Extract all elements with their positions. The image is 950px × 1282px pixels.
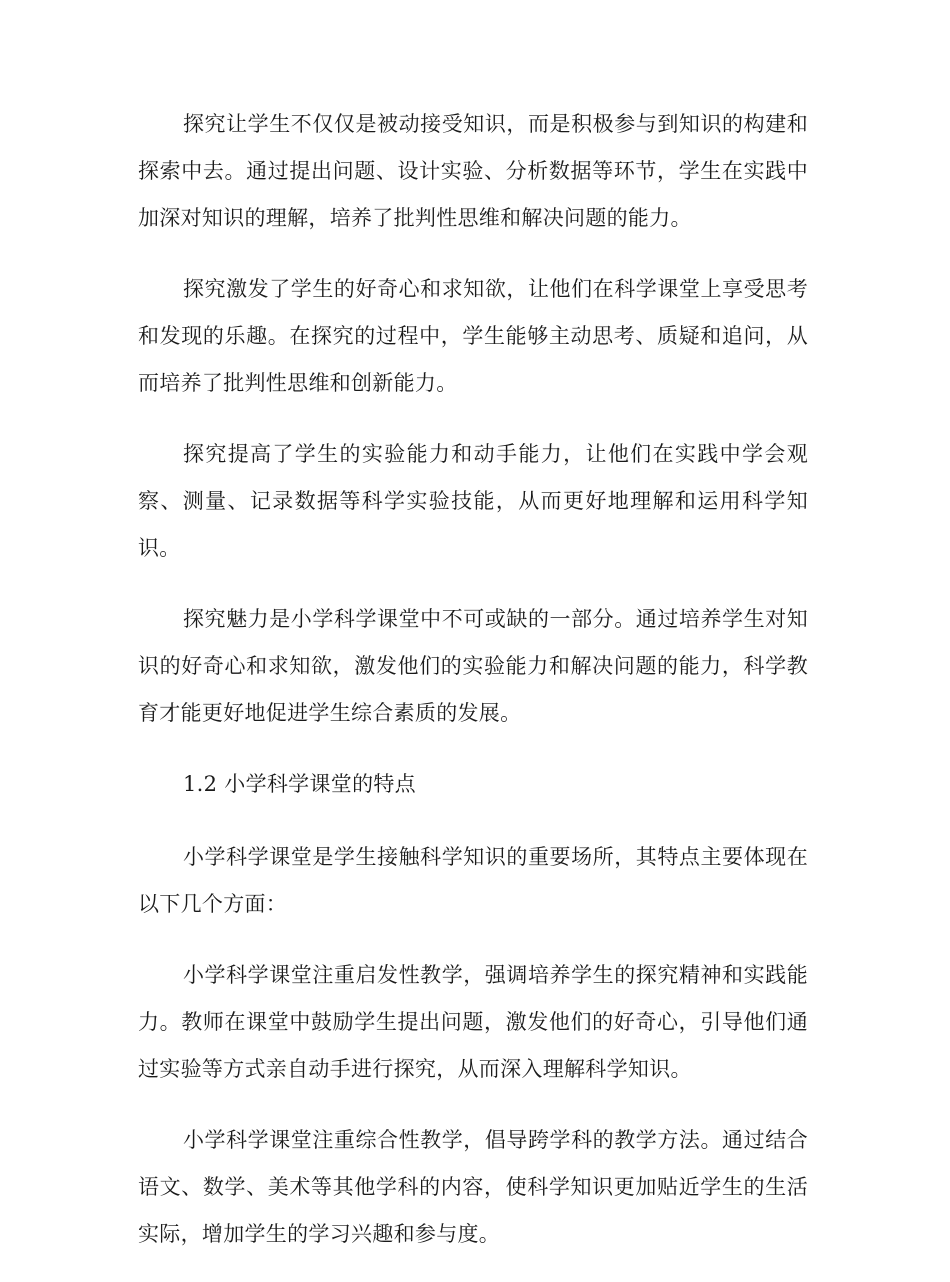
paragraph-inquiry-experiment-skills: 探究提高了学生的实验能力和动手能力，让他们在实践中学会观察、测量、记录数据等科学实验技能，从而更好地理解和运用科学知识。 [138, 442, 808, 560]
paragraph-inquiry-participation: 探究让学生不仅仅是被动接受知识，而是积极参与到知识的构建和探索中去。通过提出问题、设计实验、分析数据等环节，学生在实践中加深对知识的理解，培养了批判性思维和解决问题的能力。 [138, 112, 808, 230]
paragraph-integrated-teaching: 小学科学课堂注重综合性教学，倡导跨学科的教学方法。通过结合语文、数学、美术等其他学科的内容，使科学知识更加贴近学生的生活实际，增加学生的学习兴趣和参与度。 [138, 1128, 808, 1246]
paragraph-inquiry-summary: 探究魅力是小学科学课堂中不可或缺的一部分。通过培养学生对知识的好奇心和求知欲，激发他们的实验能力和解决问题的能力，科学教育才能更好地促进学生综合素质的发展。 [138, 607, 808, 725]
paragraph-inquiry-curiosity: 探究激发了学生的好奇心和求知欲，让他们在科学课堂上享受思考和发现的乐趣。在探究的过程中，学生能够主动思考、质疑和追问，从而培养了批判性思维和创新能力。 [138, 277, 808, 395]
paragraph-heuristic-teaching: 小学科学课堂注重启发性教学，强调培养学生的探究精神和实践能力。教师在课堂中鼓励学生提出问题，激发他们的好奇心，引导他们通过实验等方式亲自动手进行探究，从而深入理解科学知识。 [138, 963, 808, 1081]
paragraph-classroom-intro: 小学科学课堂是学生接触科学知识的重要场所，其特点主要体现在以下几个方面： [138, 845, 808, 916]
section-heading: 1.2 小学科学课堂的特点 [183, 772, 416, 796]
document-body [138, 101, 808, 1282]
